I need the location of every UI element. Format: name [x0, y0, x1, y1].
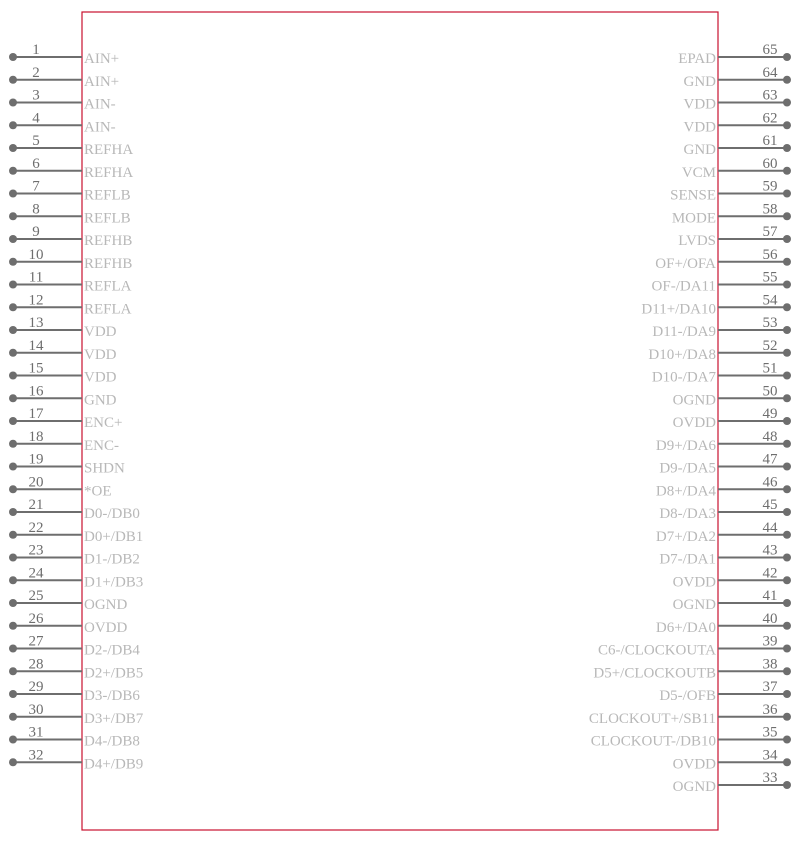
- pin-number: 8: [32, 201, 40, 218]
- pin-name: D9-/DA5: [659, 460, 716, 477]
- pin-terminal-dot: [9, 440, 17, 448]
- pin-number: 41: [762, 588, 778, 604]
- pin-terminal-dot: [783, 713, 791, 721]
- pin-number: 32: [28, 747, 44, 764]
- right-pin-group: [589, 42, 791, 795]
- pin-1: [9, 42, 119, 67]
- pin-number: 21: [28, 497, 44, 513]
- pin-number: 33: [762, 770, 778, 786]
- pin-terminal-dot: [9, 53, 17, 61]
- pin-name: OGND: [672, 779, 716, 795]
- pin-38: [593, 656, 791, 681]
- pin-terminal-dot: [783, 508, 791, 516]
- pin-43: [659, 543, 791, 568]
- pin-terminal-dot: [783, 599, 791, 607]
- pin-number: 63: [762, 87, 778, 104]
- pin-name: VDD: [683, 96, 716, 113]
- pin-17: [9, 406, 122, 431]
- pin-name: EPAD: [678, 51, 716, 67]
- pin-terminal-dot: [9, 99, 17, 107]
- pin-name: D8-/DA3: [659, 506, 716, 522]
- pin-terminal-dot: [783, 349, 791, 357]
- pin-35: [591, 725, 791, 750]
- pin-number: 7: [32, 178, 40, 195]
- pin-name: OVDD: [672, 574, 716, 591]
- pin-number: 40: [762, 610, 778, 627]
- pin-number: 31: [28, 724, 44, 741]
- pin-number: 36: [762, 701, 778, 718]
- pin-name: REFHA: [84, 164, 134, 181]
- pin-terminal-dot: [783, 645, 791, 653]
- pin-terminal-dot: [783, 53, 791, 61]
- pin-number: 55: [762, 269, 778, 286]
- pin-name: D7-/DA1: [659, 551, 716, 568]
- pin-3: [9, 88, 116, 113]
- pin-5: [9, 133, 133, 158]
- pin-name: REFLA: [84, 301, 132, 318]
- pin-number: 50: [762, 383, 778, 400]
- pin-terminal-dot: [783, 258, 791, 266]
- pin-terminal-dot: [9, 167, 17, 175]
- pin-name: ENC-: [84, 437, 119, 454]
- pin-name: D1+/DB3: [84, 574, 144, 591]
- pin-number: 42: [762, 565, 778, 582]
- pin-58: [672, 201, 791, 226]
- pin-number: 34: [762, 747, 778, 764]
- pin-terminal-dot: [9, 554, 17, 562]
- pin-name: OGND: [84, 597, 128, 613]
- pin-terminal-dot: [783, 326, 791, 334]
- pin-name: CLOCKOUT+/SB11: [588, 710, 716, 727]
- pin-23: [9, 543, 140, 568]
- pin-name: REFLB: [84, 210, 131, 227]
- pin-name: REFLA: [84, 278, 132, 295]
- pin-number: 1: [32, 42, 40, 58]
- pin-terminal-dot: [783, 144, 791, 152]
- pin-34: [673, 747, 791, 772]
- pin-7: [9, 179, 131, 204]
- pin-15: [9, 361, 117, 386]
- pin-terminal-dot: [783, 99, 791, 107]
- pin-number: 5: [32, 133, 40, 149]
- pin-terminal-dot: [9, 667, 17, 675]
- pin-number: 27: [28, 633, 44, 650]
- pin-44: [656, 520, 791, 545]
- pin-name: *OE: [84, 483, 112, 500]
- pin-terminal-dot: [783, 235, 791, 243]
- pin-terminal-dot: [783, 303, 791, 311]
- pin-number: 19: [28, 451, 44, 468]
- pin-51: [652, 361, 791, 386]
- pin-terminal-dot: [9, 144, 17, 152]
- pin-28: [9, 656, 143, 681]
- pin-32: [9, 747, 143, 772]
- pin-name: D0-/DB0: [84, 506, 140, 522]
- pin-name: D9+/DA6: [655, 437, 716, 454]
- pin-11: [9, 270, 132, 295]
- pin-number: 47: [762, 451, 778, 468]
- pin-name: D4-/DB8: [84, 733, 140, 750]
- pin-name: ENC+: [84, 415, 123, 431]
- pin-name: D11+/DA10: [641, 301, 716, 318]
- pin-number: 49: [762, 406, 778, 422]
- pin-name: D2-/DB4: [84, 642, 140, 659]
- pin-46: [656, 474, 791, 499]
- pin-name: OF+/OFA: [655, 255, 716, 272]
- pin-number: 56: [762, 246, 778, 263]
- pin-number: 61: [762, 133, 778, 149]
- pin-33: [673, 770, 791, 795]
- pin-name: REFLB: [84, 187, 131, 204]
- pin-number: 51: [762, 360, 778, 377]
- pin-2: [9, 65, 119, 90]
- pin-terminal-dot: [9, 576, 17, 584]
- pin-name: SENSE: [670, 187, 716, 204]
- pin-name: D10-/DA7: [651, 369, 716, 386]
- pin-number: 26: [28, 610, 44, 627]
- pin-name: GND: [683, 142, 716, 158]
- pin-terminal-dot: [783, 281, 791, 289]
- pin-number: 28: [28, 656, 44, 673]
- pin-terminal-dot: [783, 781, 791, 789]
- pin-name: OVDD: [672, 415, 716, 431]
- pin-52: [648, 338, 791, 363]
- pin-name: OGND: [672, 597, 716, 613]
- pin-name: D1-/DB2: [84, 551, 140, 568]
- pin-terminal-dot: [9, 235, 17, 243]
- pin-terminal-dot: [783, 167, 791, 175]
- pin-name: D7+/DA2: [655, 528, 716, 545]
- pin-36: [589, 702, 791, 727]
- pin-number: 46: [762, 474, 778, 491]
- pin-number: 59: [762, 178, 778, 195]
- pin-name: D2+/DB5: [84, 665, 144, 682]
- pin-29: [9, 679, 140, 704]
- pin-name: D5+/CLOCKOUTB: [593, 665, 716, 682]
- pin-53: [652, 315, 791, 340]
- pin-name: D5-/OFB: [659, 688, 716, 704]
- pin-terminal-dot: [9, 258, 17, 266]
- pin-terminal-dot: [9, 372, 17, 380]
- pin-name: SHDN: [84, 460, 125, 477]
- pin-20: [9, 474, 112, 499]
- pin-number: 65: [762, 42, 778, 58]
- pin-number: 24: [28, 565, 44, 582]
- pin-55: [652, 270, 791, 295]
- pin-number: 64: [762, 64, 778, 81]
- pin-31: [9, 725, 140, 750]
- pin-name: D6+/DA0: [655, 619, 716, 636]
- pin-61: [684, 133, 792, 158]
- pin-9: [9, 224, 132, 249]
- pin-name: OVDD: [84, 619, 128, 636]
- pin-terminal-dot: [783, 121, 791, 129]
- pin-27: [9, 634, 140, 659]
- pin-terminal-dot: [783, 576, 791, 584]
- pin-42: [673, 565, 791, 590]
- pin-name: VCM: [681, 164, 716, 181]
- pin-terminal-dot: [783, 736, 791, 744]
- pin-number: 48: [762, 428, 778, 445]
- pin-number: 18: [28, 428, 44, 445]
- pin-name: D11-/DA9: [652, 324, 716, 340]
- pin-number: 6: [32, 155, 40, 172]
- pin-name: AIN-: [84, 96, 116, 113]
- pin-terminal-dot: [9, 645, 17, 653]
- pin-number: 29: [28, 679, 44, 695]
- pin-54: [641, 292, 791, 317]
- pin-name: VDD: [683, 119, 716, 136]
- pin-number: 12: [28, 292, 44, 309]
- pin-number: 35: [762, 724, 778, 741]
- pin-number: 11: [28, 269, 44, 286]
- pin-terminal-dot: [783, 690, 791, 698]
- pin-name: VDD: [84, 346, 117, 363]
- pin-60: [682, 156, 791, 181]
- pin-22: [9, 520, 143, 545]
- pin-number: 43: [762, 542, 778, 559]
- pin-40: [656, 611, 791, 636]
- pin-number: 62: [762, 110, 778, 127]
- pin-26: [9, 611, 127, 636]
- pin-63: [684, 88, 792, 113]
- pin-14: [9, 338, 117, 363]
- pin-terminal-dot: [9, 622, 17, 630]
- pin-25: [9, 588, 127, 613]
- pin-number: 54: [762, 292, 778, 309]
- pin-number: 30: [28, 701, 44, 718]
- pin-terminal-dot: [783, 463, 791, 471]
- pin-65: [678, 42, 791, 67]
- pin-number: 10: [28, 246, 44, 263]
- pin-name: MODE: [671, 210, 716, 227]
- pin-number: 60: [762, 155, 778, 172]
- ic-body: [82, 12, 718, 830]
- pin-name: LVDS: [678, 233, 716, 249]
- pin-41: [673, 588, 791, 613]
- pin-terminal-dot: [783, 554, 791, 562]
- pin-terminal-dot: [783, 758, 791, 766]
- pin-number: 38: [762, 656, 778, 673]
- pin-name: CLOCKOUT-/DB10: [590, 733, 716, 750]
- pin-terminal-dot: [9, 76, 17, 84]
- pin-terminal-dot: [783, 394, 791, 402]
- left-pin-group: [9, 42, 144, 772]
- pin-37: [659, 679, 791, 704]
- pin-13: [9, 315, 117, 340]
- pin-name: VDD: [84, 324, 117, 340]
- pin-number: 13: [28, 315, 44, 331]
- pin-16: [9, 383, 117, 408]
- pin-number: 17: [28, 406, 44, 422]
- pin-number: 3: [32, 87, 40, 104]
- pin-name: D10+/DA8: [648, 346, 716, 363]
- pin-12: [9, 292, 132, 317]
- pin-name: D0+/DB1: [84, 528, 144, 545]
- pin-4: [9, 110, 116, 135]
- pin-name: D8+/DA4: [655, 483, 716, 500]
- pin-47: [659, 452, 791, 477]
- pin-62: [684, 110, 792, 135]
- pin-6: [9, 156, 133, 181]
- pin-name: OGND: [672, 392, 716, 409]
- pin-terminal-dot: [9, 281, 17, 289]
- pin-terminal-dot: [9, 349, 17, 357]
- pin-49: [673, 406, 791, 431]
- pin-name: D3+/DB7: [84, 710, 144, 727]
- pin-number: 37: [762, 679, 778, 695]
- pin-terminal-dot: [9, 531, 17, 539]
- pin-number: 2: [32, 64, 40, 81]
- pin-50: [673, 383, 791, 408]
- pin-number: 53: [762, 315, 778, 331]
- pin-terminal-dot: [783, 417, 791, 425]
- pin-terminal-dot: [783, 190, 791, 198]
- pin-terminal-dot: [783, 622, 791, 630]
- pin-terminal-dot: [9, 121, 17, 129]
- pin-terminal-dot: [783, 76, 791, 84]
- pin-18: [9, 429, 119, 454]
- pin-name: GND: [683, 73, 716, 90]
- pin-19: [9, 452, 125, 477]
- pin-number: 39: [762, 633, 778, 650]
- pin-number: 15: [28, 360, 44, 377]
- pin-name: GND: [84, 392, 117, 409]
- pin-number: 52: [762, 337, 778, 354]
- pin-number: 16: [28, 383, 44, 400]
- pin-number: 20: [28, 474, 44, 491]
- pin-10: [9, 247, 132, 272]
- pin-name: AIN+: [84, 51, 120, 67]
- pin-name: D4+/DB9: [84, 756, 144, 773]
- pin-terminal-dot: [783, 485, 791, 493]
- pin-number: 57: [762, 224, 778, 240]
- pin-terminal-dot: [9, 394, 17, 402]
- pin-name: C6-/CLOCKOUTA: [598, 642, 716, 659]
- pin-terminal-dot: [9, 190, 17, 198]
- pin-24: [9, 565, 143, 590]
- pin-terminal-dot: [783, 372, 791, 380]
- pin-number: 22: [28, 519, 44, 536]
- pin-number: 23: [28, 542, 44, 559]
- pin-terminal-dot: [783, 440, 791, 448]
- pin-name: OF-/DA11: [651, 278, 716, 295]
- pin-terminal-dot: [783, 531, 791, 539]
- pin-name: REFHA: [84, 142, 134, 158]
- pin-64: [684, 65, 792, 90]
- pin-terminal-dot: [9, 417, 17, 425]
- pin-48: [656, 429, 791, 454]
- pin-number: 58: [762, 201, 778, 218]
- pin-terminal-dot: [9, 736, 17, 744]
- pin-terminal-dot: [9, 713, 17, 721]
- pin-terminal-dot: [9, 508, 17, 516]
- pin-number: 45: [762, 497, 778, 513]
- pin-name: OVDD: [672, 756, 716, 773]
- pin-name: REFHB: [84, 233, 133, 249]
- pin-number: 4: [32, 110, 40, 127]
- pin-8: [9, 201, 131, 226]
- pin-terminal-dot: [9, 485, 17, 493]
- pin-name: AIN+: [84, 73, 120, 90]
- pin-name: D3-/DB6: [84, 688, 140, 704]
- pin-terminal-dot: [9, 690, 17, 698]
- pin-30: [9, 702, 144, 727]
- pin-56: [655, 247, 791, 272]
- pin-45: [659, 497, 791, 522]
- pin-terminal-dot: [9, 599, 17, 607]
- pin-terminal-dot: [783, 667, 791, 675]
- pin-name: REFHB: [84, 255, 133, 272]
- pin-59: [670, 179, 791, 204]
- pin-terminal-dot: [783, 212, 791, 220]
- pin-number: 14: [28, 337, 44, 354]
- pin-57: [678, 224, 791, 249]
- pin-terminal-dot: [9, 303, 17, 311]
- pin-terminal-dot: [9, 758, 17, 766]
- pin-terminal-dot: [9, 463, 17, 471]
- pin-terminal-dot: [9, 212, 17, 220]
- pin-39: [598, 634, 791, 659]
- pin-number: 44: [762, 519, 778, 536]
- pin-terminal-dot: [9, 326, 17, 334]
- pin-name: AIN-: [84, 119, 116, 136]
- pin-21: [9, 497, 140, 522]
- pin-name: VDD: [84, 369, 117, 386]
- pin-number: 9: [32, 224, 40, 240]
- pin-number: 25: [28, 588, 44, 604]
